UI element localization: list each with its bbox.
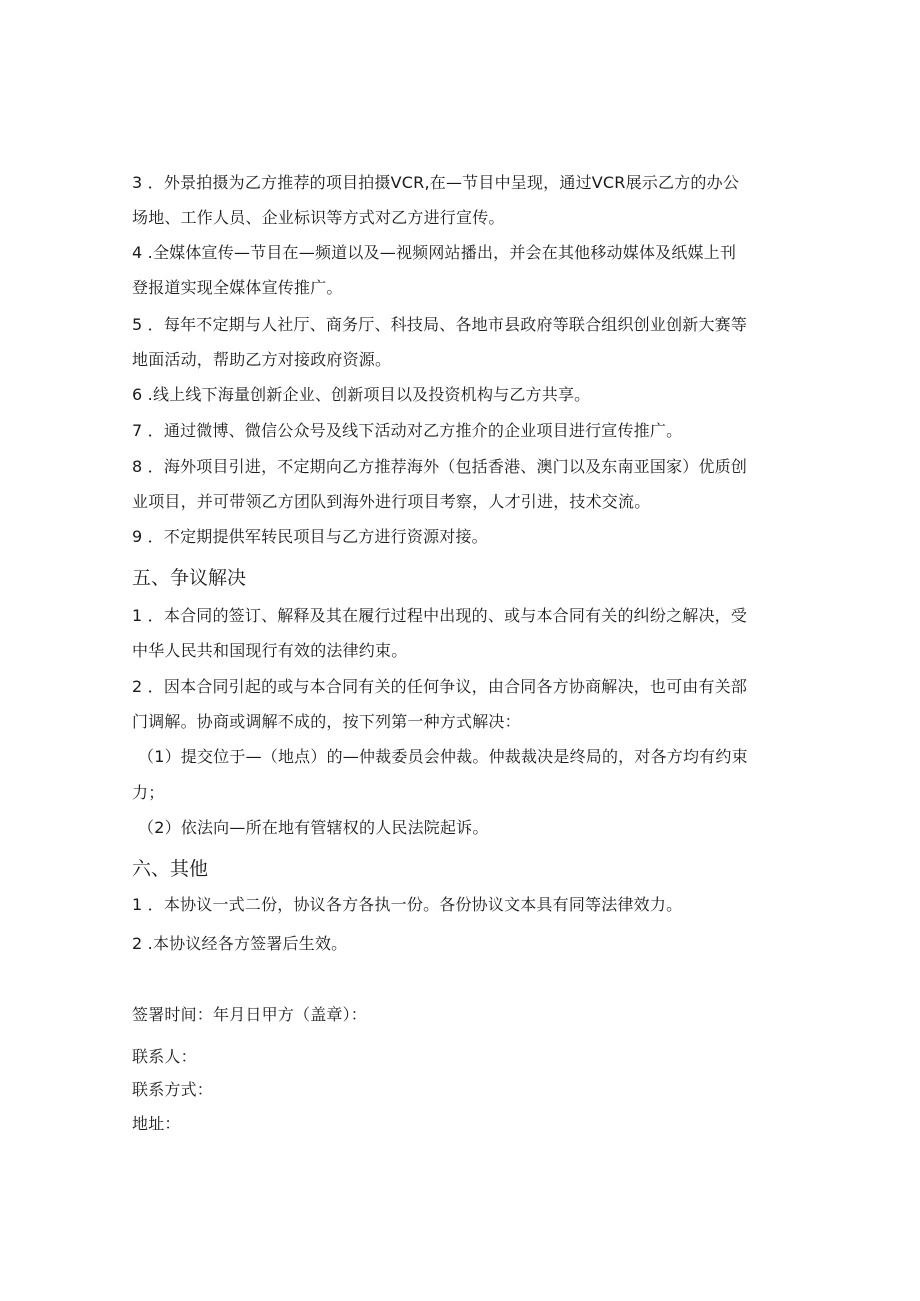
- item-3-line-1: 3 ．外景拍摄为乙方推荐的项目拍摄VCR,在—节目中呈现，通过VCR展示乙方的办公: [132, 173, 740, 192]
- section-6-item-1-line-1: 1 ．本协议一式二份，协议各方各执一份。各份协议文本具有同等法律效力。: [132, 895, 683, 914]
- item-3-line-2: 场地、工作人员、企业标识等方式对乙方进行宣传。: [132, 208, 505, 227]
- item-8-line-1: 8 ．海外项目引进，不定期向乙方推荐海外（包括香港、澳门以及东南亚国家）优质创: [132, 457, 748, 476]
- item-9-line-1: 9 ．不定期提供军转民项目与乙方进行资源对接。: [132, 527, 488, 546]
- item-4-line-2: 登报道实现全媒体宣传推广。: [132, 278, 343, 297]
- section-5-item-1-line-1: 1 ．本合同的签订、解释及其在履行过程中出现的、或与本合同有关的纠纷之解决，受: [132, 606, 748, 625]
- section-5-item-2-line-1: 2 ．因本合同引起的或与本合同有关的任何争议，由合同各方协商解决，也可由有关部: [132, 677, 748, 696]
- section-5-option-1-line-2: 力；: [132, 783, 165, 802]
- section-5-item-1-line-2: 中华人民共和国现行有效的法律约束。: [132, 641, 408, 660]
- item-8-line-2: 业项目，并可带领乙方团队到海外进行项目考察，人才引进，技术交流。: [132, 492, 651, 511]
- section-5-option-2-line-1: （2）依法向—所在地有管辖权的人民法院起诉。: [138, 818, 489, 837]
- item-5-line-2: 地面活动，帮助乙方对接政府资源。: [132, 350, 392, 369]
- section-6-heading: 六、其他: [132, 858, 209, 880]
- item-6-line-1: 6 .线上线下海量创新企业、创新项目以及投资机构与乙方共享。: [132, 385, 591, 404]
- item-5-line-1: 5 ．每年不定期与人社厅、商务厅、科技局、各地市县政府等联合组织创业创新大赛等: [132, 315, 748, 334]
- section-5-option-1-line-1: （1）提交位于—（地点）的—仲裁委员会仲裁。仲裁裁决是终局的，对各方均有约束: [138, 747, 748, 766]
- sign-time-label: 签署时间：年月日甲方（盖章）：: [132, 1005, 368, 1024]
- item-7-line-1: 7 ．通过微博、微信公众号及线下活动对乙方推介的企业项目进行宣传推广。: [132, 421, 683, 440]
- contact-person-label: 联系人：: [132, 1047, 197, 1066]
- section-5-heading: 五、争议解决: [132, 567, 247, 589]
- section-5-item-2-line-2: 门调解。协商或调解不成的，按下列第一种方式解决：: [132, 712, 521, 731]
- contact-method-label: 联系方式：: [132, 1080, 214, 1099]
- item-4-line-1: 4 .全媒体宣传—节目在—频道以及—视频网站播出，并会在其他移动媒体及纸媒上刊: [132, 243, 737, 262]
- section-6-item-2-line-1: 2 .本协议经各方签署后生效。: [132, 934, 348, 953]
- address-label: 地址：: [132, 1114, 181, 1133]
